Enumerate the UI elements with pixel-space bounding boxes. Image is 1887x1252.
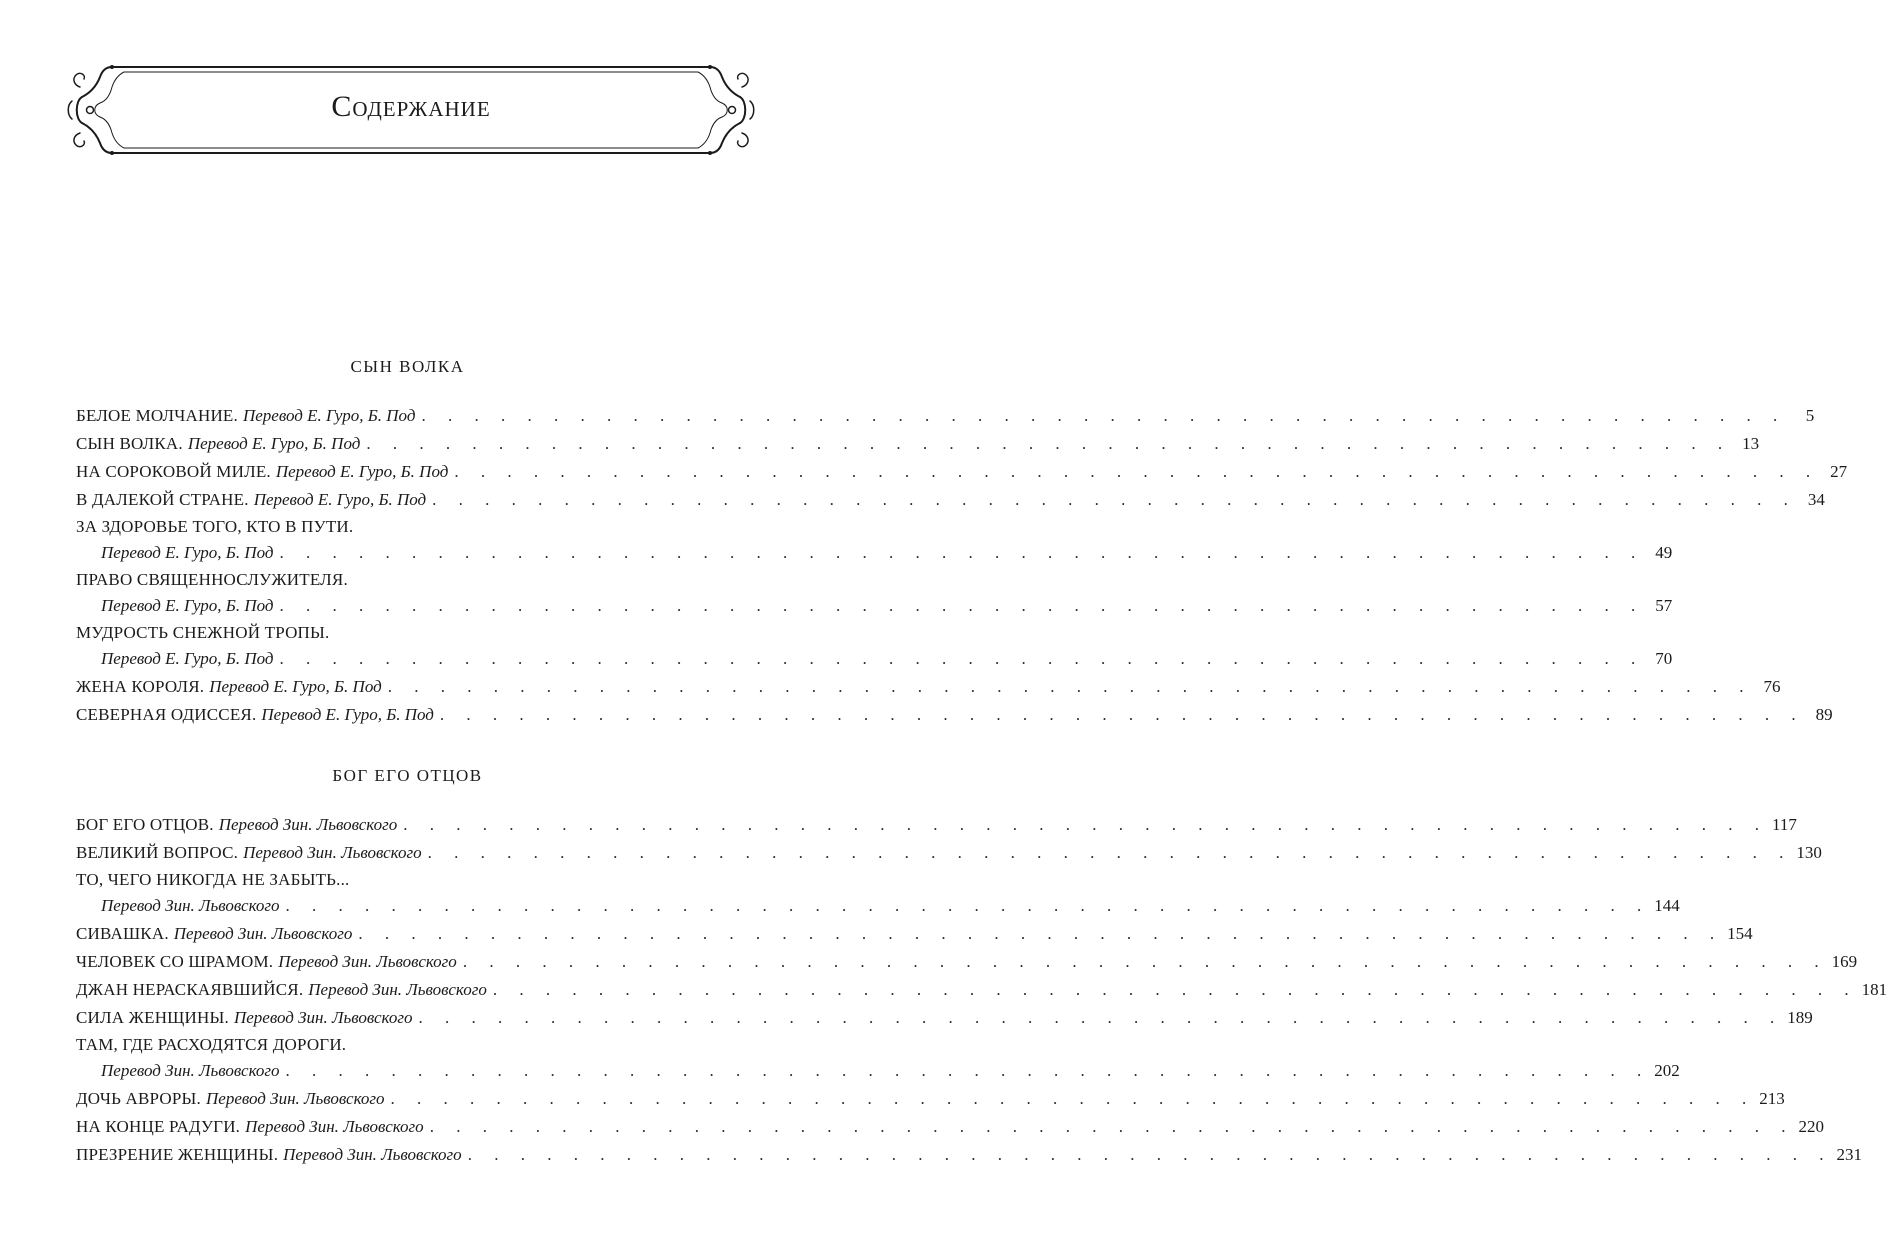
toc-entry: [76, 1141, 1862, 1169]
toc-entry: [76, 620, 1673, 673]
entry-title: ДОЧЬ АВРОРЫ.: [76, 1089, 201, 1108]
entry-translator: Перевод Зин. Львовского: [308, 980, 487, 999]
entry-translator: Перевод Зин. Львовского: [233, 1008, 413, 1027]
page-number: 213: [1759, 1089, 1785, 1108]
toc-title-row: [76, 567, 744, 592]
entry-translator: Перевод Е. Гуро, Б. Под: [101, 649, 274, 668]
dot-leader: . . . . . . . . . . . . . . . . . . . . . . . . . . . . . . . . . . . . . . . . . . . . . . . . . . . .: [285, 1061, 1651, 1080]
toc-row: [76, 1085, 1785, 1113]
entry-title: ЖЕНА КОРОЛЯ.: [76, 677, 205, 696]
toc-entry: [76, 1032, 1680, 1085]
entry-translator: Перевод Зин. Львовского: [243, 843, 422, 862]
toc-entry: [76, 1113, 1824, 1141]
dot-leader: . . . . . . . . . . . . . . . . . . . . . . . . . . . . . . . . . . . . . . . . . . . . . . . . . . . .: [467, 1145, 1833, 1164]
toc-entry: [76, 486, 1825, 514]
toc-entry: [76, 458, 1848, 486]
dot-leader: . . . . . . . . . . . . . . . . . . . . . . . . . . . . . . . . . . . . . . . . . . . . . . . . . . . .: [403, 815, 1768, 834]
entry-title: ВЕЛИКИЙ ВОПРОС.: [76, 843, 239, 862]
toc-row: [76, 948, 1858, 976]
toc-row: [76, 976, 1887, 1004]
dot-leader: . . . . . . . . . . . . . . . . . . . . . . . . . . . . . . . . . . . . . . . . . . . . . . . . . . . .: [387, 677, 1753, 696]
toc-title-row: [76, 1032, 744, 1057]
entry-translator: Перевод Е. Гуро, Б. Под: [275, 462, 449, 481]
dot-leader: . . . . . . . . . . . . . . . . . . . . . . . . . . . . . . . . . . . . . . . . . . . . . . . . . . . .: [492, 980, 1858, 999]
page-number: 89: [1815, 705, 1833, 724]
page-number: 49: [1655, 543, 1673, 562]
entry-translator: Перевод Е. Гуро, Б. Под: [187, 434, 361, 453]
toc-row: [76, 1141, 1862, 1169]
page-number: 70: [1655, 649, 1673, 668]
entry-title: ПРЕЗРЕНИЕ ЖЕНЩИНЫ.: [76, 1145, 279, 1164]
entry-title: В ДАЛЕКОЙ СТРАНЕ.: [76, 490, 249, 509]
toc-row: [76, 673, 1781, 701]
toc-entry: [76, 514, 1673, 567]
toc-title-row: [76, 514, 744, 539]
entry-translator: Перевод Зин. Львовского: [218, 815, 398, 834]
page-number: 13: [1742, 434, 1760, 453]
page-number: 76: [1763, 677, 1781, 696]
entry-translator: Перевод Зин. Львовского: [245, 1117, 424, 1136]
dot-leader: . . . . . . . . . . . . . . . . . . . . . . . . . . . . . . . . . . . . . . . . . . . . . . . . . . . .: [429, 1117, 1795, 1136]
entry-title: ПРАВО СВЯЩЕННОСЛУЖИТЕЛЯ.: [76, 570, 348, 589]
dot-leader: . . . . . . . . . . . . . . . . . . . . . . . . . . . . . . . . . . . . . . . . . . . . . . . . . . . .: [279, 596, 1645, 615]
toc-entry: [76, 920, 1753, 948]
dot-leader: . . . . . . . . . . . . . . . . . . . . . . . . . . . . . . . . . . . . . . . . . . . . . . . . . . . .: [418, 1008, 1784, 1027]
dot-leader: . . . . . . . . . . . . . . . . . . . . . . . . . . . . . . . . . . . . . . . . . . . . . . . . . . . .: [285, 896, 1651, 915]
toc-row: [76, 1057, 1680, 1085]
dot-leader: . . . . . . . . . . . . . . . . . . . . . . . . . . . . . . . . . . . . . . . . . . . . . . . . . . . .: [462, 952, 1828, 971]
toc-entry: [76, 811, 1797, 839]
entry-translator: Перевод Зин. Львовского: [101, 896, 280, 915]
entry-title: ЧЕЛОВЕК СО ШРАМОМ.: [76, 952, 274, 971]
section-title: БОГ ЕГО ОТЦОВ: [332, 766, 483, 785]
section-title: СЫН ВОЛКА: [350, 357, 465, 376]
toc-title-row: [76, 620, 744, 645]
dot-leader: . . . . . . . . . . . . . . . . . . . . . . . . . . . . . . . . . . . . . . . . . . . . . . . . . . . .: [421, 406, 1787, 425]
entry-title: ДЖАН НЕРАСКАЯВШИЙСЯ.: [76, 980, 304, 999]
dot-leader: . . . . . . . . . . . . . . . . . . . . . . . . . . . . . . . . . . . . . . . . . . . . . . . . . . . .: [427, 843, 1793, 862]
page-number: 169: [1831, 952, 1858, 971]
toc-row: [76, 1004, 1813, 1032]
entry-translator: Перевод Е. Гуро, Б. Под: [101, 543, 274, 562]
entry-title: СЕВЕРНАЯ ОДИССЕЯ.: [76, 705, 257, 724]
page-number: 130: [1796, 843, 1822, 862]
dot-leader: . . . . . . . . . . . . . . . . . . . . . . . . . . . . . . . . . . . . . . . . . . . . . . . . . . . .: [390, 1089, 1756, 1108]
toc-entry: [76, 1085, 1785, 1113]
entry-translator: Перевод Зин. Львовского: [206, 1089, 385, 1108]
entry-translator: Перевод Е. Гуро, Б. Под: [209, 677, 382, 696]
entry-translator: Перевод Зин. Львовского: [278, 952, 457, 971]
entry-translator: Перевод Е. Гуро, Б. Под: [242, 406, 416, 425]
entry-title: МУДРОСТЬ СНЕЖНОЙ ТРОПЫ.: [76, 623, 330, 642]
dot-leader: . . . . . . . . . . . . . . . . . . . . . . . . . . . . . . . . . . . . . . . . . . . . . . . . . . . .: [279, 543, 1645, 562]
toc-entry: [76, 1004, 1813, 1032]
entry-title: ТАМ, ГДЕ РАСХОДЯТСЯ ДОРОГИ.: [76, 1035, 347, 1054]
entry-translator: Перевод Е. Гуро, Б. Под: [101, 596, 274, 615]
entry-title: БОГ ЕГО ОТЦОВ.: [76, 815, 214, 834]
entry-title: СИЛА ЖЕНЩИНЫ.: [76, 1008, 229, 1027]
toc-entry: [76, 839, 1822, 867]
toc-row: [76, 486, 1825, 514]
toc-row: [76, 701, 1833, 729]
toc-title-row: [76, 867, 744, 892]
entry-title: СЫН ВОЛКА.: [76, 434, 183, 453]
contents-list: [76, 811, 1887, 1169]
contents-list: [76, 402, 1848, 729]
page-number: 154: [1727, 924, 1753, 943]
toc-row: [76, 402, 1815, 430]
entry-title: БЕЛОЕ МОЛЧАНИЕ.: [76, 406, 238, 425]
page-number: 5: [1805, 406, 1815, 425]
toc-row: [76, 811, 1797, 839]
dot-leader: . . . . . . . . . . . . . . . . . . . . . . . . . . . . . . . . . . . . . . . . . . . . . . . . . . . .: [366, 434, 1732, 453]
entry-title: СИВАШКА.: [76, 924, 169, 943]
toc-row: [76, 430, 1760, 458]
page-number: 144: [1654, 896, 1680, 915]
toc-row: [76, 892, 1680, 920]
dot-leader: . . . . . . . . . . . . . . . . . . . . . . . . . . . . . . . . . . . . . . . . . . . . . . . . . . . .: [432, 490, 1797, 509]
toc-row: [76, 1113, 1824, 1141]
entry-title: НА КОНЦЕ РАДУГИ.: [76, 1117, 241, 1136]
dot-leader: . . . . . . . . . . . . . . . . . . . . . . . . . . . . . . . . . . . . . . . . . . . . . . . . . . . .: [454, 462, 1820, 481]
page-number: 27: [1830, 462, 1848, 481]
page-number: 202: [1654, 1061, 1680, 1080]
page-number: 189: [1787, 1008, 1813, 1027]
toc-entry: [76, 976, 1887, 1004]
entry-translator: Перевод Зин. Львовского: [101, 1061, 280, 1080]
entry-title: НА СОРОКОВОЙ МИЛЕ.: [76, 462, 271, 481]
entry-translator: Перевод Е. Гуро, Б. Под: [261, 705, 434, 724]
dot-leader: . . . . . . . . . . . . . . . . . . . . . . . . . . . . . . . . . . . . . . . . . . . . . . . . . . . .: [439, 705, 1805, 724]
toc-entry: [76, 948, 1858, 976]
page-number: 117: [1772, 815, 1797, 834]
toc-row: [76, 645, 1673, 673]
toc-row: [76, 539, 1673, 567]
toc-row: [76, 592, 1673, 620]
dot-leader: . . . . . . . . . . . . . . . . . . . . . . . . . . . . . . . . . . . . . . . . . . . . . . . . . . . .: [279, 649, 1645, 668]
toc-entry: [76, 430, 1760, 458]
entry-translator: Перевод Зин. Львовского: [173, 924, 353, 943]
toc-row: [76, 458, 1848, 486]
page-number: 220: [1798, 1117, 1824, 1136]
entry-title: ЗА ЗДОРОВЬЕ ТОГО, КТО В ПУТИ.: [76, 517, 354, 536]
toc-row: [76, 839, 1822, 867]
page-number: 181: [1861, 980, 1887, 999]
entry-title: ТО, ЧЕГО НИКОГДА НЕ ЗАБЫТЬ...: [76, 870, 350, 889]
toc-entry: [76, 867, 1680, 920]
page-number: 231: [1836, 1145, 1862, 1164]
toc-entry: [76, 701, 1833, 729]
toc-entry: [76, 402, 1815, 430]
page-number: 34: [1807, 490, 1825, 509]
toc-entry: [76, 567, 1673, 620]
toc-row: [76, 920, 1753, 948]
entry-translator: Перевод Зин. Львовского: [283, 1145, 462, 1164]
toc-entry: [76, 673, 1781, 701]
dot-leader: . . . . . . . . . . . . . . . . . . . . . . . . . . . . . . . . . . . . . . . . . . . . . . . . . . . .: [358, 924, 1724, 943]
entry-translator: Перевод Е. Гуро, Б. Под: [253, 490, 427, 509]
page-title: Содержание: [331, 90, 491, 123]
page-number: 57: [1655, 596, 1673, 615]
